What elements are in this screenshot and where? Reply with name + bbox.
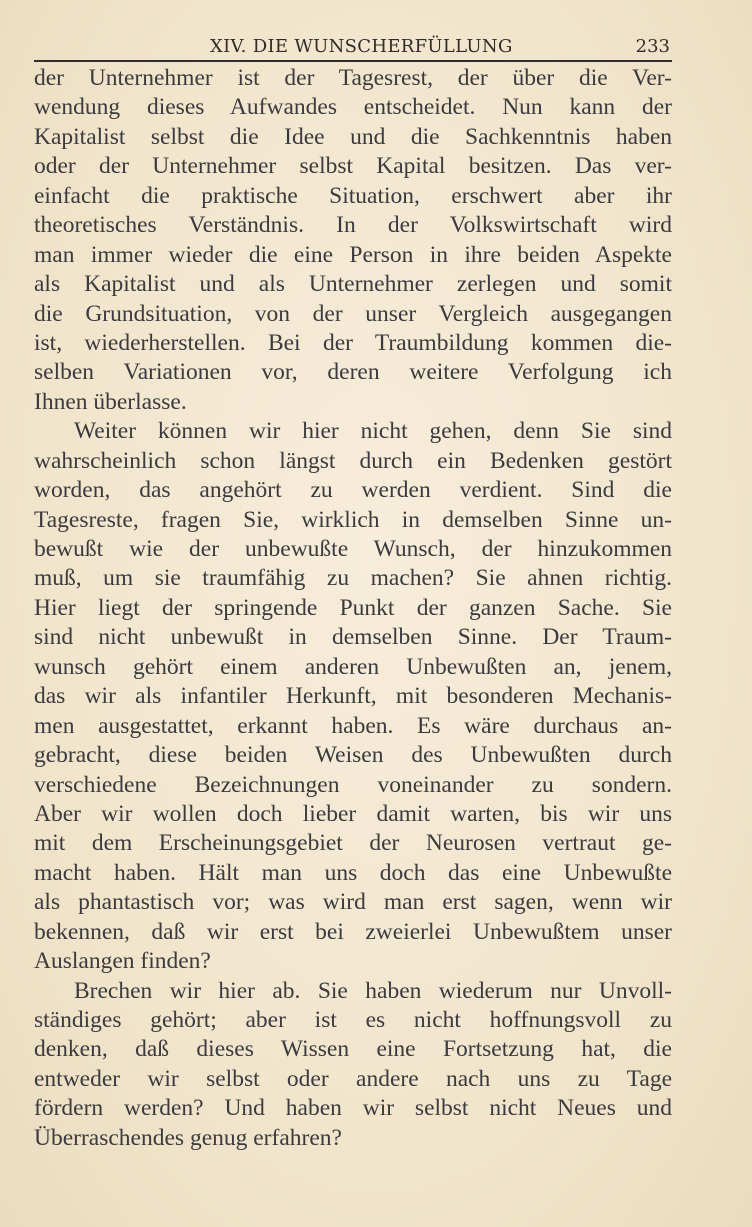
text-line: entweder wir selbst oder andere nach uns zu Tage xyxy=(34,1065,672,1092)
text-line: macht haben. Hält man uns doch das eine Unbewußte xyxy=(34,859,672,886)
text-line: theoretisches Verständnis. In der Volkswirtschaft wird xyxy=(34,212,672,239)
text-line: muß, um sie traumfähig zu machen? Sie ahnen richtig. xyxy=(34,565,672,592)
text-line: sind nicht unbewußt in demselben Sinne. Der Traum- xyxy=(34,624,672,651)
text-line: bewußt wie der unbewußte Wunsch, der hinzukommen xyxy=(34,536,672,562)
text-line: selben Variationen vor, deren weitere Verfolgung ich xyxy=(34,359,672,386)
header-rule xyxy=(34,60,672,62)
text-line: einfacht die praktische Situation, erschwert aber ihr xyxy=(34,182,672,209)
text-line: wunsch gehört einem anderen Unbewußten an, jenem, xyxy=(34,653,672,680)
text-line: das wir als infantiler Herkunft, mit besonderen Mechanis- xyxy=(34,683,672,710)
text-line: denken, daß dieses Wissen eine Fortsetzung hat, die xyxy=(34,1036,672,1063)
text-line: Weiter können wir hier nicht gehen, denn Sie sind xyxy=(74,418,672,445)
text-line: wendung dieses Aufwandes entscheidet. Nun kann der xyxy=(34,94,672,121)
text-line: Aber wir wollen doch lieber damit warten, bis wir uns xyxy=(34,800,672,827)
text-line: die Grundsituation, von der unser Vergleich ausgegangen xyxy=(34,300,672,327)
text-line: ständiges gehört; aber ist es nicht hoffnungsvoll zu xyxy=(34,1007,672,1033)
text-line: worden, das angehört zu werden verdient. Sind die xyxy=(34,477,672,504)
text-line: oder der Unternehmer selbst Kapital besitzen. Das ver- xyxy=(34,153,672,180)
text-line: Kapitalist selbst die Idee und die Sachkenntnis haben xyxy=(34,123,672,150)
text-line: als phantastisch vor; was wird man erst sagen, wenn wir xyxy=(34,889,672,916)
text-line: man immer wieder die eine Person in ihre beiden Aspekte xyxy=(34,241,672,268)
text-line: bekennen, daß wir erst bei zweierlei Unbewußtem unser xyxy=(34,918,672,945)
text-line: mit dem Erscheinungsgebiet der Neurosen vertraut ge- xyxy=(34,830,672,857)
body-text xyxy=(34,64,672,1153)
text-line: Überraschendes genug erfahren? xyxy=(34,1124,342,1151)
chapter-title: XIV. DIE WUNSCHERFÜLLUNG xyxy=(210,36,513,57)
text-line: ist, wiederherstellen. Bei der Traumbildung kommen die- xyxy=(34,329,672,356)
page-number: 233 xyxy=(635,36,670,57)
paragraph xyxy=(34,417,672,976)
text-line: Tagesreste, fragen Sie, wirklich in demselben Sinne un- xyxy=(34,506,672,533)
text-line: als Kapitalist und als Unternehmer zerlegen und somit xyxy=(34,271,672,298)
text-line: men ausgestattet, erkannt haben. Es wäre durchaus an- xyxy=(34,712,672,739)
text-line: gebracht, diese beiden Weisen des Unbewußten durch xyxy=(34,742,672,769)
running-head xyxy=(34,34,672,62)
text-line: wahrscheinlich schon längst durch ein Bedenken gestört xyxy=(34,447,672,474)
text-line: fördern werden? Und haben wir selbst nicht Neues und xyxy=(34,1095,672,1122)
paragraph xyxy=(34,64,672,417)
text-line: verschiedene Bezeichnungen voneinander zu sondern. xyxy=(34,771,672,798)
text-line: Hier liegt der springende Punkt der ganzen Sache. Sie xyxy=(34,594,672,621)
paragraph xyxy=(34,977,672,1154)
text-line: Ihnen überlasse. xyxy=(34,388,187,415)
text-line: Auslangen finden? xyxy=(34,948,211,975)
text-line: der Unternehmer ist der Tagesrest, der über die Ver- xyxy=(34,65,672,91)
text-line: Brechen wir hier ab. Sie haben wiederum nur Unvoll- xyxy=(74,977,672,1004)
